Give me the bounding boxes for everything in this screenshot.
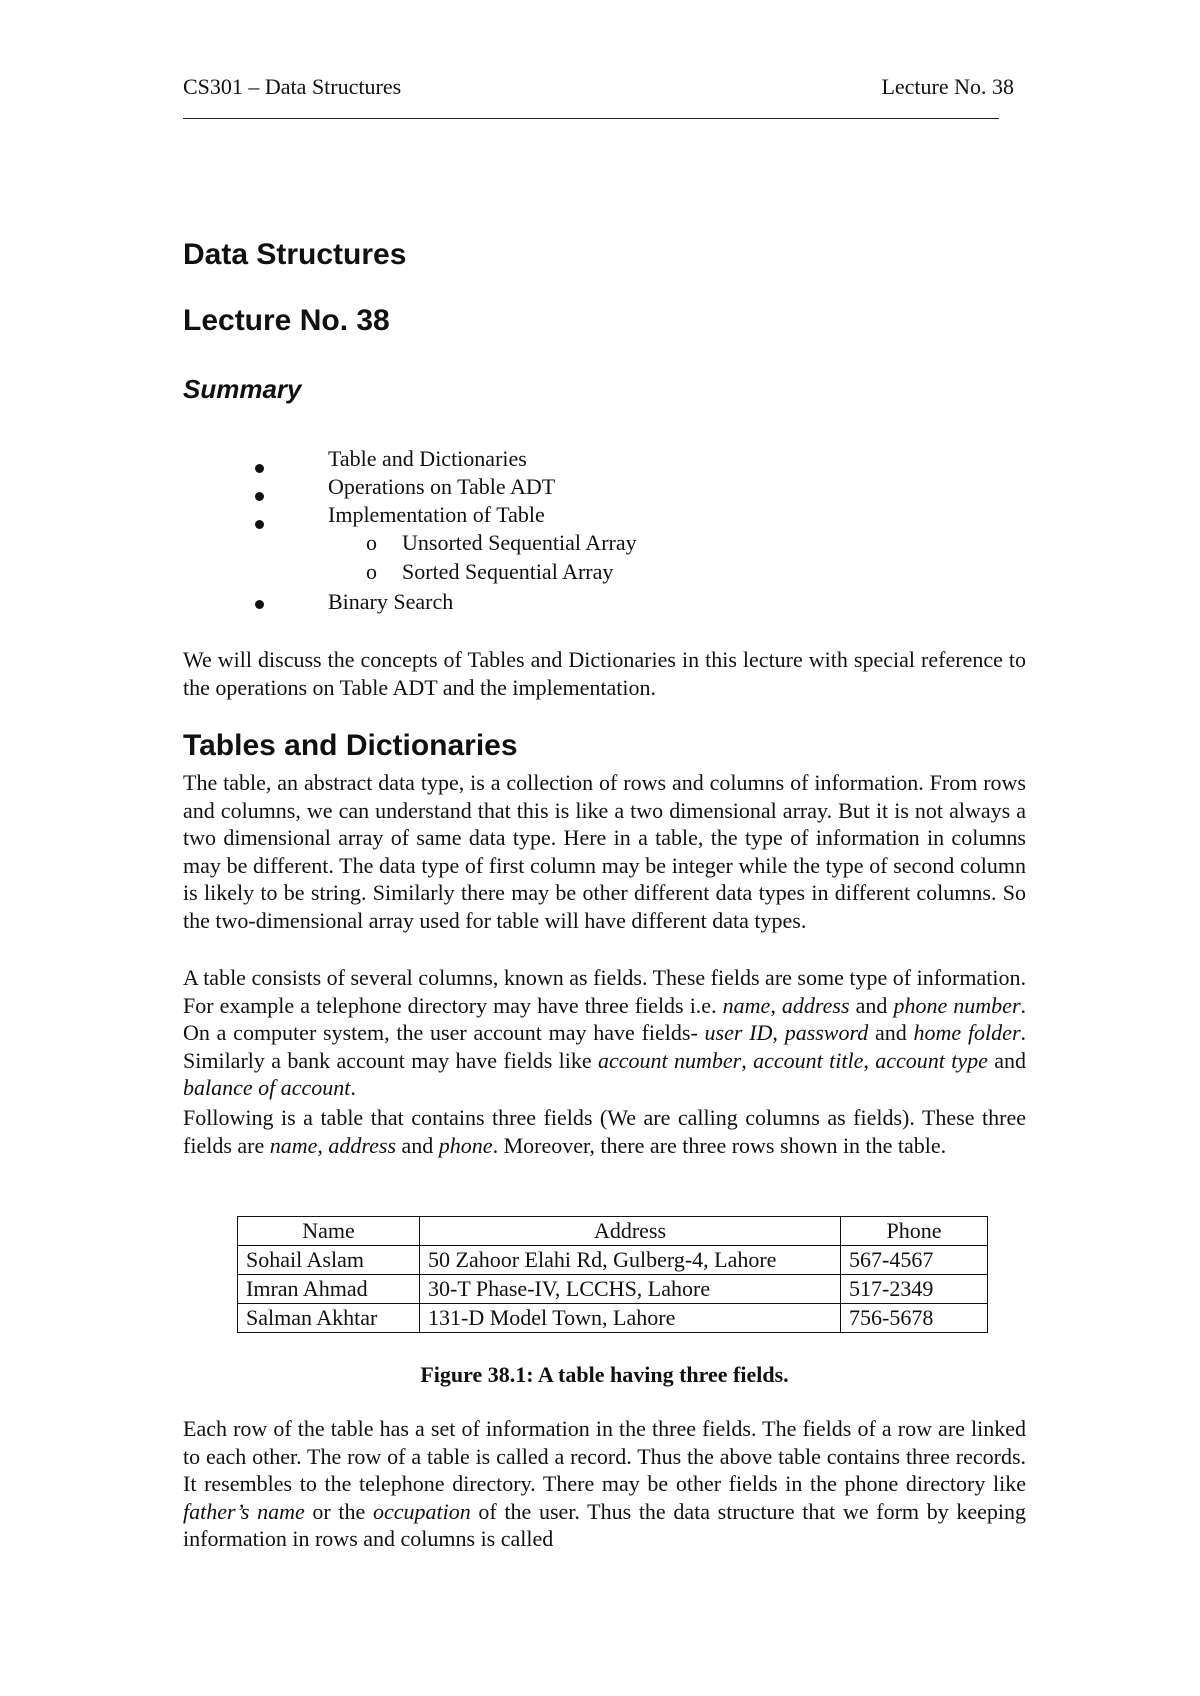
header-lecture: Lecture No. 38 <box>881 74 1014 99</box>
column-header-address: Address <box>420 1217 841 1246</box>
table-header-row <box>238 1217 988 1246</box>
table-cell: Sohail Aslam <box>238 1246 420 1275</box>
column-header-phone: Phone <box>841 1217 988 1246</box>
document-title: Data Structures <box>183 238 407 271</box>
section-paragraph-2: A table consists of several columns, known as fields. These fields are some type of information. For example a telephone directory may have three fields i.e. name, address and phone number. On a computer system, the user account may have fields- user ID, password and home folder. Similarly a bank account may have fields like account number, account title, account type and balance of account. <box>183 965 1027 1101</box>
table-row <box>238 1246 988 1275</box>
table-row <box>238 1304 988 1333</box>
table-cell: 517-2349 <box>841 1275 988 1304</box>
table-cell: 30-T Phase-IV, LCCHS, Lahore <box>420 1275 841 1304</box>
list-item: Binary Search <box>328 589 454 614</box>
table-row <box>238 1275 988 1304</box>
bullet-icon <box>255 492 264 501</box>
bullet-icon <box>255 464 264 473</box>
list-item: Table and Dictionaries <box>328 446 527 471</box>
sub-bullet-icon: o <box>366 530 377 555</box>
intro-paragraph: We will discuss the concepts of Tables and Dictionaries in this lecture with special reference to the operations on Table ADT and the implementation. <box>183 647 1026 700</box>
figure-caption: Figure 38.1: A table having three fields. <box>420 1362 789 1387</box>
list-item: Operations on Table ADT <box>328 474 556 499</box>
list-item: Sorted Sequential Array <box>402 559 614 584</box>
lecture-heading: Lecture No. 38 <box>183 304 390 337</box>
summary-heading: Summary <box>183 374 302 404</box>
paragraph-records: Each row of the table has a set of information in the three fields. The fields of a row are linked to each other. The row of a table is called a record. Thus the above table contains three records. It resembles to the telephone directory. There may be other fields in the phone directory like father’s name or the occupation of the user. Thus the data structure that we form by keeping information in rows and columns is called <box>183 1416 1027 1552</box>
table-cell: 756-5678 <box>841 1304 988 1333</box>
list-item: Implementation of Table <box>328 502 545 527</box>
section-heading: Tables and Dictionaries <box>183 729 518 762</box>
section-paragraph-3: Following is a table that contains three fields (We are calling columns as fields). These three fields are name, address and phone. Moreover, there are three rows shown in the table. <box>183 1105 1026 1158</box>
table-cell: 131-D Model Town, Lahore <box>420 1304 841 1333</box>
bullet-icon <box>255 600 264 609</box>
table-cell: Imran Ahmad <box>238 1275 420 1304</box>
bullet-icon <box>255 520 264 529</box>
header-rule <box>183 118 999 119</box>
table-cell: Salman Akhtar <box>238 1304 420 1333</box>
directory-table <box>237 1216 988 1333</box>
table-cell: 50 Zahoor Elahi Rd, Gulberg-4, Lahore <box>420 1246 841 1275</box>
list-item: Unsorted Sequential Array <box>402 530 637 555</box>
table-cell: 567-4567 <box>841 1246 988 1275</box>
header-course: CS301 – Data Structures <box>183 74 402 99</box>
column-header-name: Name <box>238 1217 420 1246</box>
section-paragraph-1: The table, an abstract data type, is a collection of rows and columns of information. From rows and columns, we can understand that this is like a two dimensional array. But it is not always a two dimensional array of same data type. Here in a table, the type of information in columns may be different. The data type of first column may be integer while the type of second column is likely to be string. Similarly there may be other different data types in different columns. So the two-dimensional array used for table will have different data types. <box>183 770 1026 933</box>
sub-bullet-icon: o <box>366 559 377 584</box>
